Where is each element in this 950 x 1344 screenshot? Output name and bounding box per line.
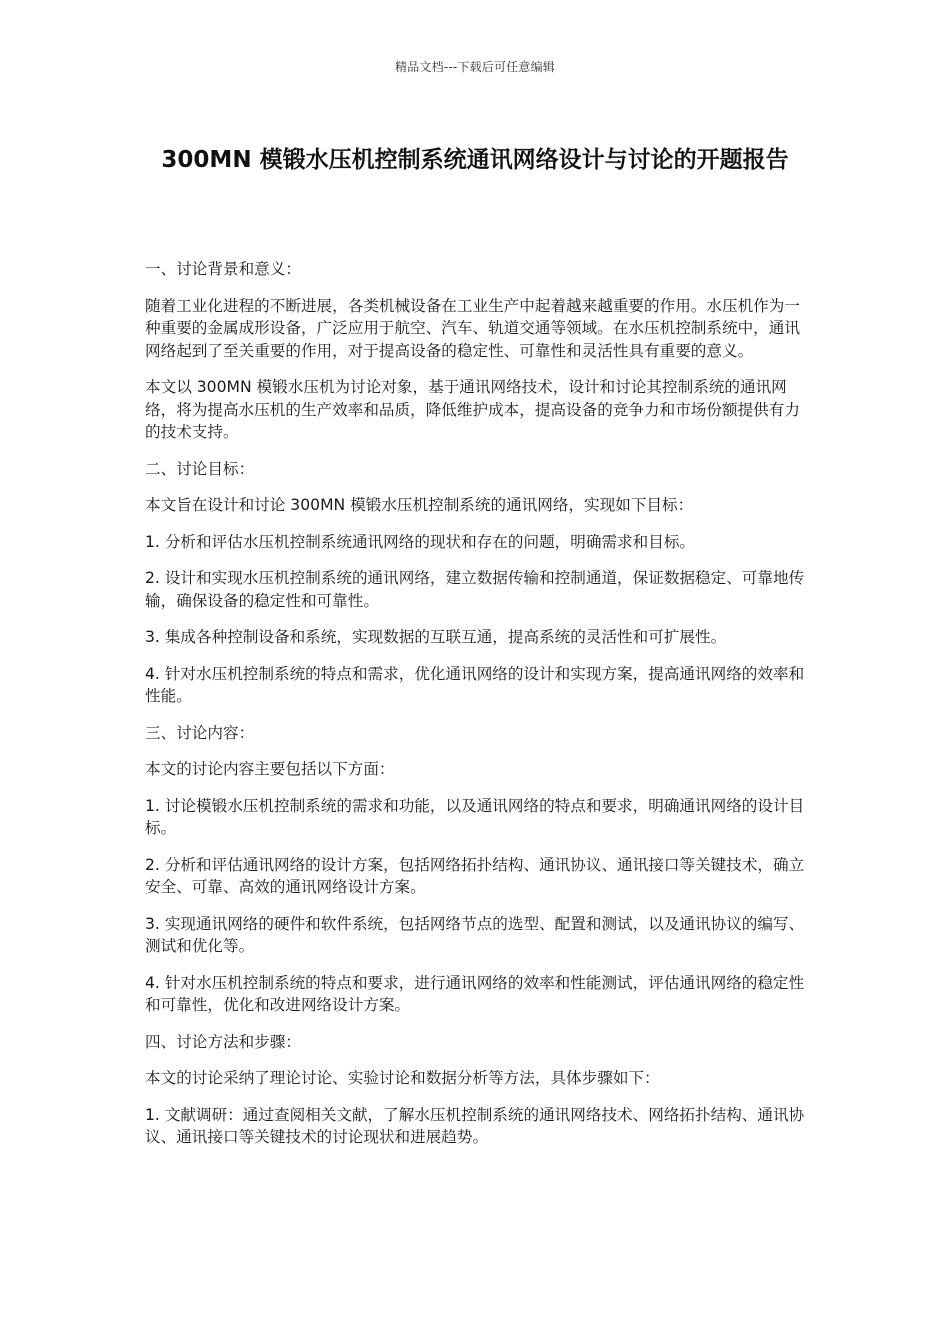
paragraph-background-2: 本文以 300MN 模锻水压机为讨论对象，基于通讯网络技术，设计和讨论其控制系统的通讯网络，将为提高水压机的生产效率和品质，降低维护成本，提高设备的竞争力和市场份额提供有力的技术支持。: [145, 378, 800, 441]
list-item-content-2: 2. 分析和评估通讯网络的设计方案，包括网络拓扑结构、通讯协议、通讯接口等关键技术，确立安全、可靠、高效的通讯网络设计方案。: [145, 855, 805, 896]
paragraph-goals-intro: 本文旨在设计和讨论 300MN 模锻水压机控制系统的通讯网络，实现如下目标：: [145, 496, 694, 514]
list-item-goal-4: 4. 针对水压机控制系统的特点和需求，优化通讯网络的设计和实现方案，提高通讯网络的效率和性能。: [145, 664, 805, 705]
paragraph-content-intro: 本文的讨论内容主要包括以下方面：: [145, 760, 395, 778]
section-heading-methods: 四、讨论方法和步骤：: [145, 1032, 301, 1051]
paragraph-methods-intro: 本文的讨论采纳了理论讨论、实验讨论和数据分析等方法，具体步骤如下：: [145, 1069, 660, 1087]
section-heading-background: 一、讨论背景和意义：: [145, 260, 301, 278]
section-heading-goals: 二、讨论目标：: [145, 459, 255, 478]
list-item-content-3: 3. 实现通讯网络的硬件和软件系统，包括网络节点的选型、配置和测试，以及通讯协议的编写、测试和优化等。: [145, 914, 805, 955]
list-item-goal-1: 1. 分析和评估水压机控制系统通讯网络的现状和存在的问题，明确需求和目标。: [145, 532, 696, 551]
header-note: 精品文档---下载后可任意编辑: [395, 60, 555, 74]
section-heading-content: 三、讨论内容：: [145, 723, 255, 742]
list-item-goal-2: 2. 设计和实现水压机控制系统的通讯网络，建立数据传输和控制通道，保证数据稳定、可靠地传输，确保设备的稳定性和可靠性。: [145, 569, 805, 610]
list-item-content-4: 4. 针对水压机控制系统的特点和要求，进行通讯网络的效率和性能测试，评估通讯网络的稳定性和可靠性，优化和改进网络设计方案。: [145, 973, 805, 1014]
document-body: [145, 258, 810, 1163]
paragraph-background-1: 随着工业化进程的不断进展，各类机械设备在工业生产中起着越来越重要的作用。水压机作为一种重要的金属成形设备，广泛应用于航空、汽车、轨道交通等领域。在水压机控制系统中，通讯网络起到了至关重要的作用，对于提高设备的稳定性、可靠性和灵活性具有重要的意义。: [145, 296, 800, 360]
list-item-content-1: 1. 讨论模锻水压机控制系统的需求和功能，以及通讯网络的特点和要求，明确通讯网络的设计目标。: [145, 796, 805, 837]
list-item-method-1: 1. 文献调研：通过查阅相关文献，了解水压机控制系统的通讯网络技术、网络拓扑结构、通讯协议、通讯接口等关键技术的讨论现状和进展趋势。: [145, 1105, 805, 1146]
list-item-goal-3: 3. 集成各种控制设备和系统，实现数据的互联互通，提高系统的灵活性和可扩展性。: [145, 628, 727, 646]
document-title: 300MN 模锻水压机控制系统通讯网络设计与讨论的开题报告: [161, 147, 789, 173]
